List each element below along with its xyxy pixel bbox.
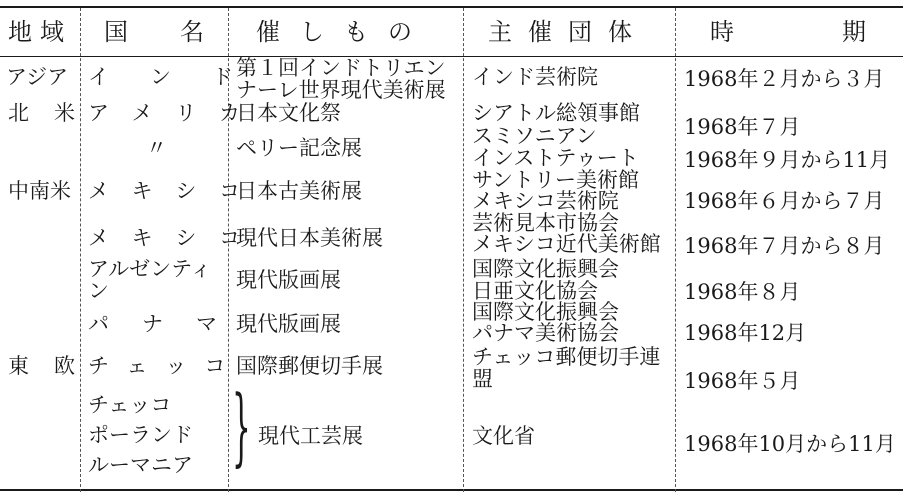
region-cell: 中南米	[8, 179, 71, 203]
organizer-cell: 国際文化振興会 日亜文化協会	[472, 257, 619, 303]
country-cell: メ キ シ コ	[88, 226, 249, 250]
event-cell: 第１回インドトリエン ナーレ世界現代美術展	[236, 56, 446, 102]
organizer-cell: 国際文化振興会 パナマ美術協会	[472, 300, 619, 345]
region-cell: 北 米	[8, 101, 77, 125]
period-cell: 1968年８月	[684, 280, 801, 304]
header-country: 国 名	[104, 18, 218, 46]
event-cell: 日本文化祭	[236, 101, 341, 125]
organizer-cell: 文化省	[472, 424, 535, 448]
organizer-cell: 芸術見本市協会 メキシコ近代美術館	[472, 211, 661, 256]
period-cell: 1968年７月から８月	[684, 234, 885, 258]
country-cell: チェッコ ポーランド ルーマニア	[88, 393, 193, 477]
period-cell: 1968年５月	[684, 369, 801, 393]
country-cell: パ ナ マ	[88, 312, 223, 336]
country-cell: ア メ リ カ	[88, 101, 249, 125]
column-divider	[675, 8, 676, 492]
country-cell: 〃	[146, 136, 167, 160]
header-region: 地域	[8, 18, 72, 46]
header-organizer: 主催団体	[488, 18, 648, 46]
organizer-cell: インストテゥート	[472, 146, 639, 170]
event-cell: 国際郵便切手展	[236, 354, 383, 378]
period-cell: 1968年９月から11月	[684, 148, 891, 172]
header-period: 時 期	[710, 18, 886, 46]
event-cell: 日本古美術展	[236, 179, 362, 203]
column-divider	[80, 8, 81, 492]
organizer-cell: シアトル総領事館	[472, 101, 640, 125]
period-cell: 1968年７月	[684, 115, 801, 139]
header-event: 催しもの	[256, 18, 432, 46]
organizer-cell: スミソニアン	[472, 124, 597, 148]
period-cell: 1968年10月から11月	[684, 432, 896, 456]
country-cell: メ キ シ コ	[88, 179, 249, 203]
period-cell: 1968年２月から３月	[684, 67, 885, 91]
column-divider	[463, 8, 464, 492]
period-cell: 1968年12月	[684, 321, 807, 345]
organizer-cell: サントリー美術館 メキシコ芸術院	[472, 168, 639, 213]
grouping-brace: }	[232, 377, 251, 475]
organizer-cell: チェッコ郵便切手連 盟	[472, 345, 661, 391]
country-cell: アルゼンティ ン	[88, 257, 212, 303]
region-cell: 東 欧	[8, 354, 77, 378]
period-cell: 1968年６月から７月	[684, 189, 885, 213]
event-cell: 現代版画展	[236, 312, 341, 336]
top-rule	[0, 6, 903, 8]
region-cell: アジア	[6, 65, 69, 89]
event-cell: 現代工芸展	[258, 424, 363, 448]
event-cell: ペリー記念展	[236, 136, 362, 160]
country-cell: イ ン ド	[88, 65, 243, 89]
organizer-cell: インド芸術院	[472, 65, 598, 89]
event-cell: 現代版画展	[236, 268, 341, 292]
country-cell: チェッコ	[88, 354, 244, 378]
header-rule	[0, 56, 903, 57]
bottom-rule	[0, 489, 903, 491]
event-cell: 現代日本美術展	[236, 226, 383, 250]
